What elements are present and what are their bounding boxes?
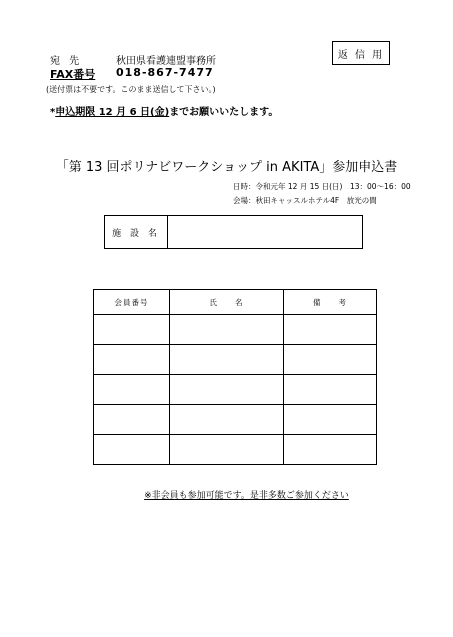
cell-name[interactable] [170,345,284,375]
cell-member-number[interactable] [94,435,170,465]
cell-name[interactable] [170,375,284,405]
deadline-line [50,103,278,118]
cell-member-number[interactable] [94,345,170,375]
reply-box: 返 信 用 [332,41,390,65]
header-name: 氏 名 [170,290,284,315]
cell-remarks[interactable] [284,405,377,435]
header-member-number: 会員番号 [94,290,170,315]
cell-member-number[interactable] [94,315,170,345]
cell-name[interactable] [170,405,284,435]
cell-remarks[interactable] [284,315,377,345]
event-datetime: 日時：令和元年 12 月 15 日(日) 13：00～16：00 [233,182,411,191]
recipient-label: 宛 先 [50,56,83,67]
table-row [94,375,377,405]
header-remarks: 備 考 [284,290,377,315]
fax-label: FAX番号 [50,68,96,81]
cell-name[interactable] [170,435,284,465]
table-row [94,435,377,465]
cell-remarks[interactable] [284,345,377,375]
fax-note: (送付票は不要です。このまま送信して下さい。) [46,85,216,94]
table-row [94,345,377,375]
table-header-row [94,290,377,315]
facility-label: 施 設 名 [105,216,168,248]
deadline-prefix: * [50,107,56,118]
table-row [94,315,377,345]
deadline-highlight: 申込期限 12 月 6 日(金) [55,107,170,118]
document-title: 「第 13 回ポリナビワークショップ in AKITA」参加申込書 [55,160,398,175]
cell-member-number[interactable] [94,405,170,435]
cell-remarks[interactable] [284,375,377,405]
deadline-suffix: までお願いいたします。 [169,107,279,118]
table-row [94,405,377,435]
cell-remarks[interactable] [284,435,377,465]
fax-number: 018-867-7477 [116,66,214,79]
cell-member-number[interactable] [94,375,170,405]
footnote: ※非会員も参加可能です。是非多数ご参加ください [144,491,349,501]
facility-input[interactable] [168,216,362,248]
cell-name[interactable] [170,315,284,345]
facility-field [104,215,363,249]
recipient-value: 秋田県看護連盟事務所 [116,56,216,67]
event-venue: 会場：秋田キャッスルホテル4F 放光の間 [233,196,377,205]
members-table [93,289,377,465]
